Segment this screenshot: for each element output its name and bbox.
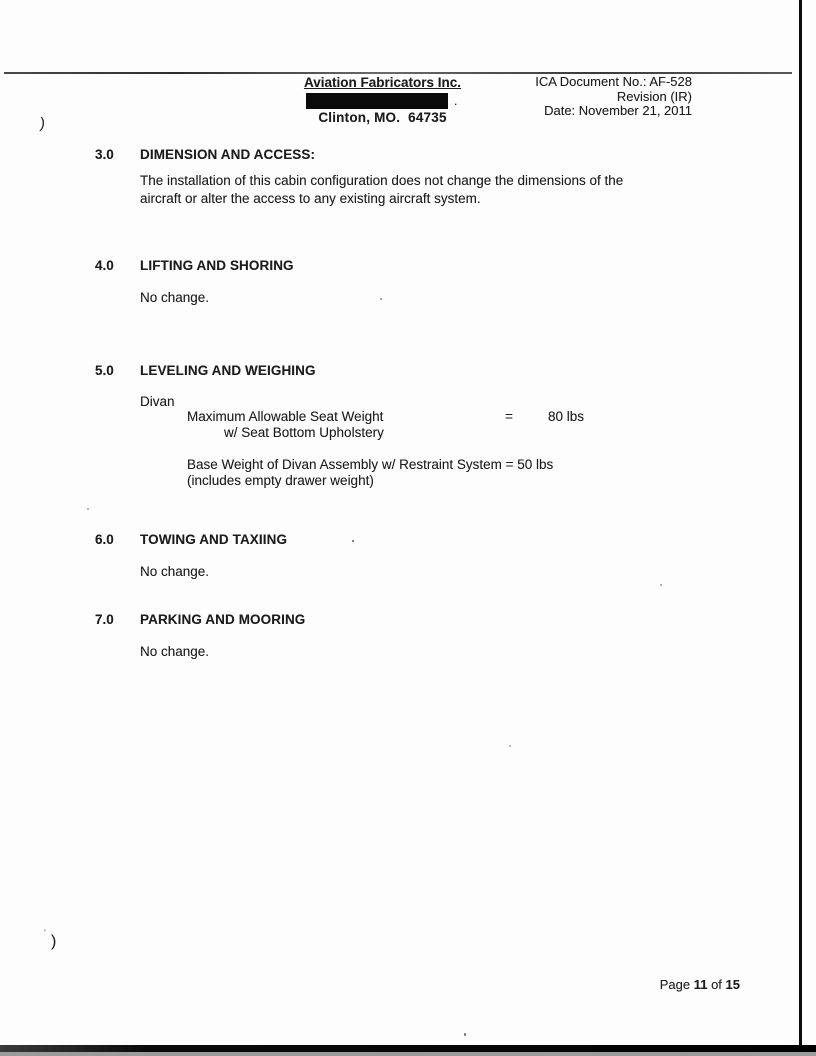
leveling-line1-equals: = xyxy=(505,409,513,424)
section-5-number: 5.0 xyxy=(95,363,114,378)
section-6-body-line-1: No change. xyxy=(140,564,210,579)
redaction-trailing-period: . xyxy=(454,94,458,108)
footer-of-word: of xyxy=(707,977,726,992)
section-7-body-line-1: No change. xyxy=(140,644,210,659)
scan-bottom-band-fade xyxy=(0,1052,816,1056)
scan-right-edge-line xyxy=(799,0,802,1056)
section-3-number: 3.0 xyxy=(95,147,114,162)
margin-mark-lower-paren: ) xyxy=(51,933,57,950)
scan-artifact-dot xyxy=(660,584,662,586)
doc-date: Date: November 21, 2011 xyxy=(544,103,692,118)
header-doc-info-block xyxy=(450,75,692,119)
page-number-footer xyxy=(500,977,740,992)
scan-artifact-dot xyxy=(352,540,354,542)
scan-artifact-dot xyxy=(380,298,382,300)
footer-page-number: 11 xyxy=(693,977,708,992)
company-city: Clinton, MO. 64735 xyxy=(318,110,447,125)
footer-page-word: Page xyxy=(659,977,694,992)
leveling-line1-sub: w/ Seat Bottom Upholstery xyxy=(224,425,384,440)
margin-mark-upper-paren: ) xyxy=(39,115,46,132)
leveling-group-label: Divan xyxy=(140,394,175,409)
section-4-number: 4.0 xyxy=(95,258,114,273)
section-3-title: DIMENSION AND ACCESS: xyxy=(140,147,316,162)
section-3-body-line-1: The installation of this cabin configuration does not change the dimensions of the xyxy=(140,173,624,188)
margin-mark-lower-tick: ' xyxy=(44,928,46,938)
section-4-body-line-1: No change. xyxy=(140,290,210,305)
scan-artifact-dot xyxy=(464,1033,466,1036)
section-7-title: PARKING AND MOORING xyxy=(140,612,306,627)
scan-bottom-band xyxy=(0,1045,816,1052)
section-5-title: LEVELING AND WEIGHING xyxy=(140,363,316,378)
leveling-line2: Base Weight of Divan Assembly w/ Restraint System = 50 lbs xyxy=(187,457,554,472)
leveling-line1-value: 80 lbs xyxy=(548,409,585,424)
scan-artifact-dot xyxy=(87,508,89,510)
section-4-title: LIFTING AND SHORING xyxy=(140,258,294,273)
footer-page-total: 15 xyxy=(725,977,740,992)
leveling-line1-label: Maximum Allowable Seat Weight xyxy=(187,409,384,424)
redacted-address-bar xyxy=(306,93,448,109)
section-6-title: TOWING AND TAXIING xyxy=(140,532,288,547)
leveling-line2-note: (includes empty drawer weight) xyxy=(187,473,374,488)
company-name: Aviation Fabricators Inc. xyxy=(303,75,462,90)
doc-revision: Revision (IR) xyxy=(616,88,692,104)
scan-artifact-dot xyxy=(509,745,511,747)
section-3-body-line-2: aircraft or alter the access to any existing aircraft system. xyxy=(140,191,481,206)
doc-number: ICA Document No.: AF-528 xyxy=(535,74,692,89)
section-7-number: 7.0 xyxy=(95,612,114,627)
section-6-number: 6.0 xyxy=(95,532,114,547)
